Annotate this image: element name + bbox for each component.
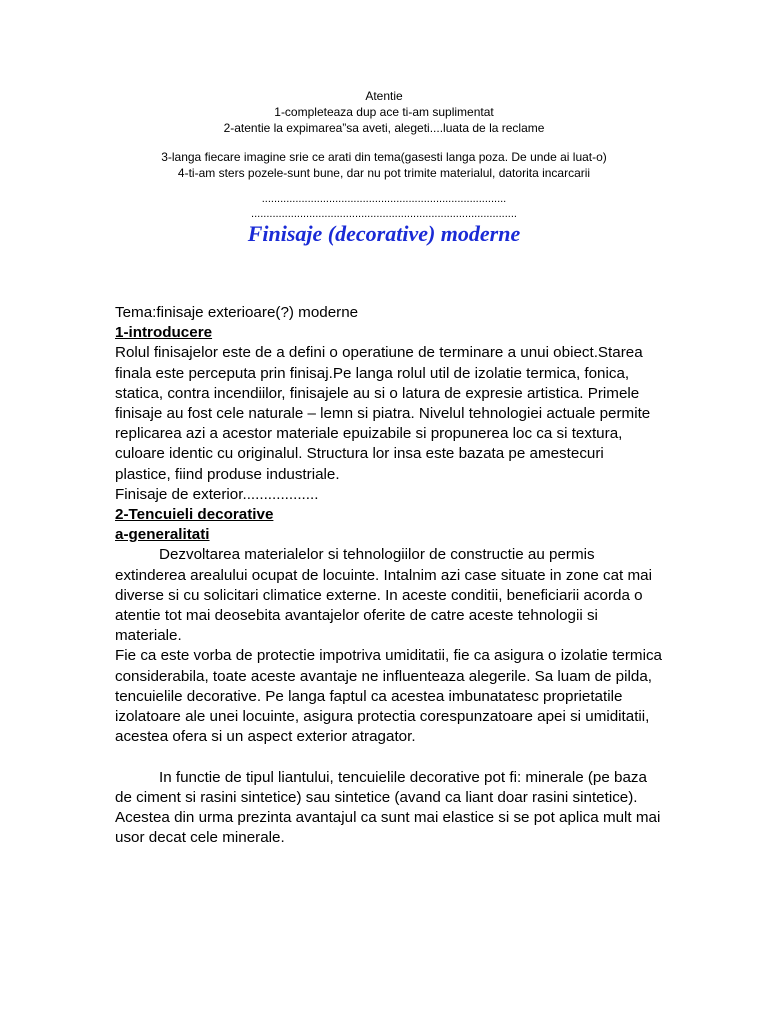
theme-line: Tema:finisaje exterioare(?) moderne bbox=[115, 304, 359, 321]
paragraph: Fie ca este vorba de protectie impotriva umiditatii, fie ca asigura o izolatie termica considerabila, toate aceste avantaje ne influenteaza alegerile. Sa luam de pilda, tencuielile decorative. Pe langa faptul ca acestea imbunatatesc proprietatile izolatoare ale unei locuinte, asigura protectia corespunzatoare apei si umiditatii, acestea ofera si un aspect exterior atragator. bbox=[115, 647, 662, 746]
subsection-heading: a-generalitati bbox=[115, 526, 210, 544]
section-heading: 2-Tencuieli decorative bbox=[115, 506, 274, 524]
note-line: Atentie bbox=[365, 89, 403, 103]
section-heading: 1-introducere bbox=[115, 324, 213, 342]
intro-paragraph: Rolul finisajelor este de a defini o operatiune de terminare a unui obiect.Starea finala este perceputa prin finisaj.Pe langa rolul util de izolatie termica, fonica, statica, contra incendiilor, finisajele au si o latura de expresie artistica. Primele finisaje au fost cele naturale – lemn si piatra. Nivelul tehnologiei actuale permite replicarea azi a acestor materiale epuizabile si propunerea loc ca si textura, culoare identic cu originalul. Structura lor insa este bazata pe amestecuri plastice, fiind produse industriale. bbox=[115, 344, 651, 483]
document-body bbox=[115, 303, 663, 848]
blank-line bbox=[115, 747, 663, 767]
document-title: Finisaje (decorative) moderne bbox=[247, 221, 521, 246]
exterior-line: Finisaje de exterior.................. bbox=[115, 485, 319, 503]
dotted-separator: ................................................................................ bbox=[261, 193, 507, 205]
note-line: 2-atentie la expimarea”sa aveti, alegeti....luata de la reclame bbox=[223, 121, 545, 135]
paragraph: Dezvoltarea materialelor si tehnologiilor de constructie au permis extinderea arealului ocupat de locuinte. Intalnim azi case situate in zone cat mai diverse si cu solicitari climatice externe. In aceste conditii, beneficiarii acorda o atentie tot mai deosebita avantajelor oferite de catre aceste tehnologii si materiale. bbox=[115, 546, 652, 645]
note-line: 3-langa fiecare imagine srie ce arati din tema(gasesti langa poza. De unde ai luat-o) bbox=[161, 150, 607, 164]
dotted-separator: ....................................................................................... bbox=[251, 208, 517, 220]
note-line: 4-ti-am sters pozele-sunt bune, dar nu pot trimite materialul, datorita incarcarii bbox=[177, 166, 591, 180]
paragraph: In functie de tipul liantului, tencuielile decorative pot fi: minerale (pe baza de ciment si rasini sintetice) sau sintetice (avand ca liant doar rasini sintetice). Acestea din urma prezinta avantajul ca sunt mai elastice si se pot aplica mult mai usor decat cele minerale. bbox=[115, 768, 661, 847]
note-spacer bbox=[0, 136, 768, 149]
note-line: 1-completeaza dup ace ti-am suplimentat bbox=[274, 105, 494, 119]
editor-notes bbox=[0, 88, 768, 181]
